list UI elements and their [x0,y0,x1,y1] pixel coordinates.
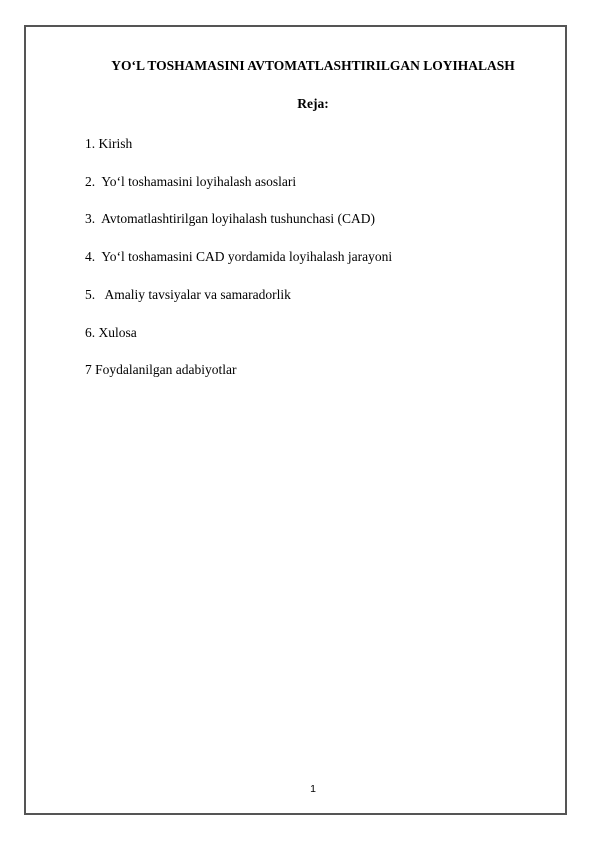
toc-item: 3. Avtomatlashtirilgan loyihalash tushunchasi (CAD) [85,211,375,226]
document-title: YO‘L TOSHAMASINI AVTOMATLASHTIRILGAN LOYIHALASH [111,58,515,73]
page-number: 1 [310,783,316,795]
plan-heading: Reja: [297,96,329,111]
toc-item: 4. Yo‘l toshamasini CAD yordamida loyihalash jarayoni [85,249,393,264]
toc-item: 1. Kirish [85,136,133,151]
toc-item: 7 Foydalanilgan adabiyotlar [85,362,237,377]
toc-item: 5. Amaliy tavsiyalar va samaradorlik [85,287,291,302]
toc-item: 2. Yo‘l toshamasini loyihalash asoslari [85,174,297,189]
toc-item: 6. Xulosa [85,325,137,340]
